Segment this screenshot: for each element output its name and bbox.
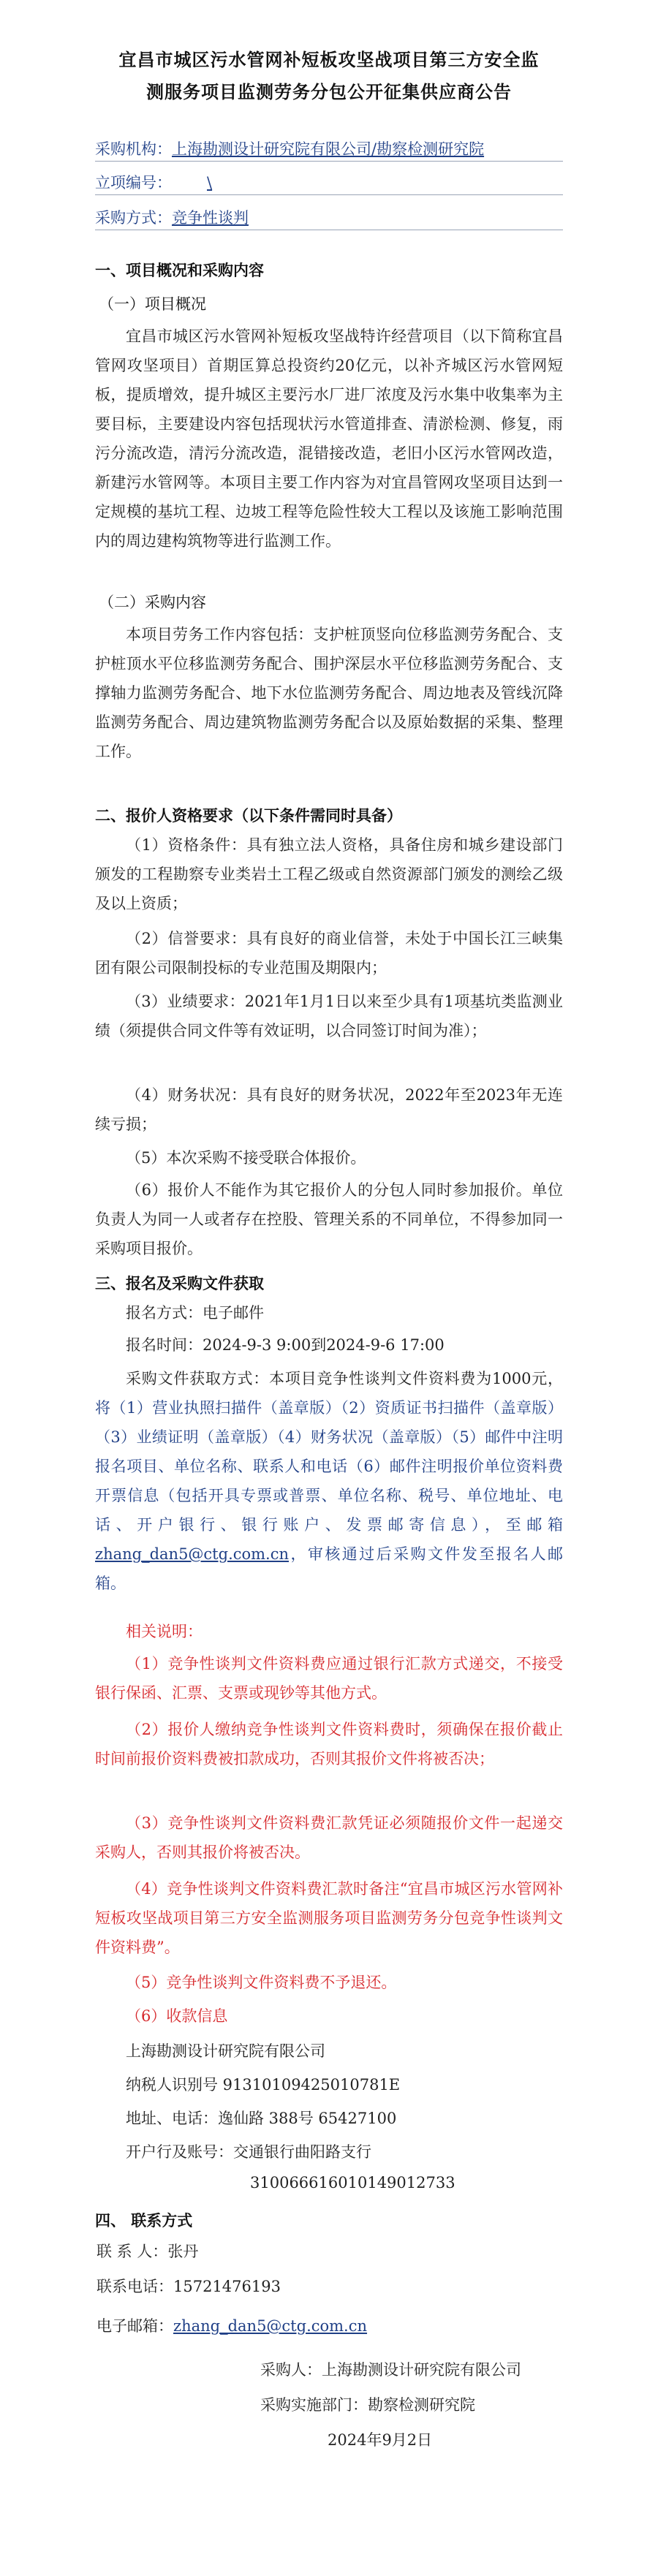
footer-date: 2024年9月2日 <box>328 2431 433 2449</box>
project-no-meta <box>95 171 212 193</box>
buyer-value: 上海勘测设计研究院有限公司/勘察检测研究院 <box>172 140 485 158</box>
contact-email-label: 电子邮箱： <box>97 2317 173 2335</box>
method-value: 竞争性谈判 <box>172 209 249 227</box>
requirement-4: （4）财务状况：具有良好的财务状况，2022年至2023年无连续亏损； <box>95 1086 563 1133</box>
divider <box>95 161 563 162</box>
overview-paragraph: 宜昌市城区污水管网补短板攻坚战特许经营项目（以下简称宜昌管网攻坚项目）首期匡算总投资约20亿元，以补齐城区污水管网短板，提质增效，提升城区主要污水厂进厂浓度及污水集中收集率为主要目标，主要建设内容包括现状污水管道排查、清淤检测、修复，雨污分流改造，清污分流改造，混错接改造，老旧小区污水管网改造，新建污水管网等。本项目主要工作内容为对宜昌管网攻坚项目达到一定规模的基坑工程、边坡工程等危险性较大工程以及该施工影响范围内的周边建构筑物等进行监测工作。 <box>95 327 563 550</box>
note-4: （4）竞争性谈判文件资料费汇款时备注“宜昌市城区污水管网补短板攻坚战项目第三方安全监测服务项目监测劳务分包竞争性谈判文件资料费”。 <box>95 1880 563 1956</box>
content-paragraph: 本项目劳务工作内容包括：支护桩顶竖向位移监测劳务配合、支护桩顶水平位移监测劳务配合、围护深层水平位移监测劳务配合、支撑轴力监测劳务配合、地下水位监测劳务配合、周边地表及管线沉降监测劳务配合、周边建筑物监测劳务配合以及原始数据的采集、整理工作。 <box>95 626 563 760</box>
payee-tax-id: 纳税人识别号 91310109425010781E <box>126 2076 401 2094</box>
requirement-5: （5）本次采购不接受联合体报价。 <box>126 1149 366 1167</box>
file-acquisition <box>95 1364 563 1598</box>
payee-company: 上海勘测设计研究院有限公司 <box>126 2042 325 2060</box>
section-4-heading: 四、 联系方式 <box>95 2212 193 2230</box>
section-2-heading: 二、报价人资格要求（以下条件需同时具备） <box>95 807 402 825</box>
subsection-overview: （一）项目概况 <box>99 295 206 313</box>
project-no-label: 立项编号： <box>95 174 172 192</box>
contact-email <box>97 2314 367 2336</box>
requirement-1: （1）资格条件：具有独立法人资格，具备住房和城乡建设部门颁发的工程勘察专业类岩土工程乙级或自然资源部门颁发的测绘乙级及以上资质； <box>95 836 563 912</box>
contact-phone: 联系电话：15721476193 <box>97 2278 281 2295</box>
payee-bank: 开户行及账号：交通银行曲阳路支行 <box>126 2143 371 2161</box>
note-3: （3）竞争性谈判文件资料费汇款凭证必须随报价文件一起递交采购人，否则其报价将被否决。 <box>95 1814 563 1861</box>
file-acquisition-materials: 将（1）营业执照扫描件（盖章版）（2）资质证书扫描件（盖章版）（3）业绩证明（盖章版）（4）财务状况（盖章版）（5）邮件中注明报名项目、单位名称、联系人和电话（6）邮件注明报价单位资料费开票信息（包括开具专票或普票、单位名称、税号、单位地址、电话、开户银行、银行账户、发票邮寄信息），至邮箱 <box>95 1399 563 1534</box>
subsection-content: （二）采购内容 <box>99 594 206 611</box>
payee-address: 地址、电话：逸仙路 388号 65427100 <box>126 2110 397 2127</box>
registration-method: 报名方式：电子邮件 <box>126 1304 264 1322</box>
section-3-heading: 三、报名及采购文件获取 <box>95 1275 264 1292</box>
requirement-6: （6）报价人不能作为其它报价人的分包人同时参加报价。单位负责人为同一人或者存在控股、管理关系的不同单位，不得参加同一采购项目报价。 <box>95 1181 563 1257</box>
note-6: （6）收款信息 <box>126 2007 228 2025</box>
divider <box>95 194 563 195</box>
footer-buyer: 采购人：上海勘测设计研究院有限公司 <box>260 2361 521 2379</box>
contact-email-link[interactable]: zhang_dan5@ctg.com.cn <box>173 2317 368 2335</box>
method-meta <box>95 206 249 228</box>
title-line-1: 宜昌市城区污水管网补短板攻坚战项目第三方安全监 <box>118 50 540 70</box>
requirement-2: （2）信誉要求：具有良好的商业信誉，未处于中国长江三峡集团有限公司限制投标的专业范围及期限内； <box>95 930 563 977</box>
contact-person: 联 系 人：张丹 <box>97 2243 199 2260</box>
payee-account: 310066616010149012733 <box>250 2174 455 2192</box>
page-title <box>51 44 607 108</box>
note-5: （5）竞争性谈判文件资料费不予退还。 <box>126 1974 397 1991</box>
footer-department: 采购实施部门：勘察检测研究院 <box>260 2396 475 2414</box>
note-2: （2）报价人缴纳竞争性谈判文件资料费时，须确保在报价截止时间前报价资料费被扣款成功，否则其报价文件将被否决； <box>95 1721 563 1768</box>
buyer-label: 采购机构： <box>95 140 172 158</box>
buyer-meta <box>95 137 484 159</box>
note-1: （1）竞争性谈判文件资料费应通过银行汇款方式递交，不接受银行保函、汇票、支票或现钞等其他方式。 <box>95 1655 563 1702</box>
file-acquisition-end: ，审核通过后采购文件发至报名人邮箱。 <box>95 1545 563 1592</box>
requirement-3: （3）业绩要求：2021年1月1日以来至少具有1项基坑类监测业绩（须提供合同文件等有效证明，以合同签订时间为准）； <box>95 993 563 1039</box>
method-label: 采购方式： <box>95 209 172 227</box>
registration-time: 报名时间：2024-9-3 9:00到2024-9-6 17:00 <box>126 1336 445 1354</box>
project-no-value: \ <box>207 174 213 192</box>
registration-email-link[interactable]: zhang_dan5@ctg.com.cn <box>95 1545 290 1563</box>
file-acquisition-intro: 采购文件获取方式：本项目竞争性谈判文件资料费为1000元， <box>126 1370 563 1387</box>
notes-heading: 相关说明： <box>126 1623 203 1640</box>
section-1-heading: 一、项目概况和采购内容 <box>95 262 264 279</box>
title-line-2: 测服务项目监测劳务分包公开征集供应商公告 <box>146 82 512 102</box>
